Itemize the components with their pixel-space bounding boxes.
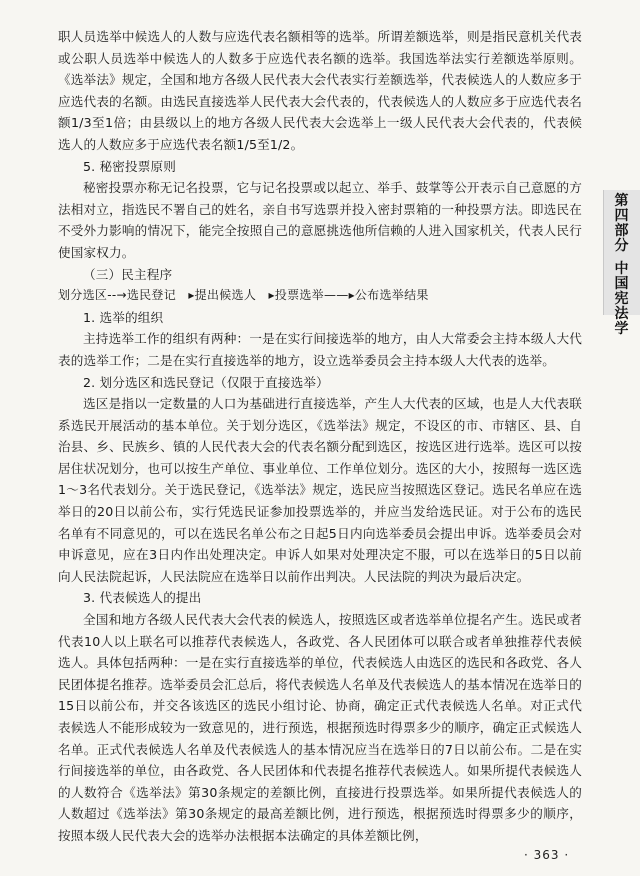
section-tab-title bbox=[603, 254, 640, 337]
heading-secret-ballot: 5. 秘密投票原则 bbox=[83, 158, 176, 174]
paragraph-secret-ballot: 秘密投票亦称无记名投票，它与记名投票或以起立、举手、鼓掌等公开表示自己意愿的方法相对立，指选民不署自己的姓名，亲自书写选票并投入密封票箱的一种投票方法。即选民在不受外力影响的情况下，能完全按照自己的意愿挑选他所信赖的人进入国家机关，代表人民行使国家权力。 bbox=[58, 180, 582, 260]
section-tab-char: 部 bbox=[614, 223, 629, 239]
heading-democratic-procedure: （三）民主程序 bbox=[83, 266, 173, 282]
paragraph-candidate-nomination: 全国和地方各级人民代表大会代表的候选人，按照选区或者选举单位提名产生。选民或者代表10人以上联名可以推荐代表候选人，各政党、各人民团体可以联合或者单独推荐代表候选人。具体包括两种：一是在实行直接选举的单位，代表候选人由选区的选民和各政党、各人民团体提名推荐。选举委员会汇总后，将代表候选人名单及代表候选人的基本情况在选举日的15日以前公布，并交各该选区的选民小组讨论、协商，确定正式代表候选人名单。对正式代表候选人不能形成较为一致意见的，进行预选，根据预选时得票多少的顺序，确定正式候选人名单。正式代表候选人名单及代表候选人的基本情况应当在选举日的7日以前公布。二是在实行间接选举的单位，由各政党、各人民团体和代表提名推荐代表候选人。如果所提代表候选人的人数符合《选举法》第30条规定的差额比例，直接进行投票选举。如果所提代表候选人的人数超过《选举法》第30条规定的最高差额比例，进行预选，根据预选时得票多少的顺序，按照本级人民代表大会的选举办法根据本法确定的具体差额比例， bbox=[58, 612, 582, 843]
section-tab-part bbox=[603, 190, 640, 254]
section-tab-char: 中 bbox=[614, 261, 629, 277]
heading-election-organization: 1. 选举的组织 bbox=[83, 309, 164, 325]
section-tab-char: 第 bbox=[614, 193, 629, 209]
heading-constituency-registration: 2. 划分选区和选民登记（仅限于直接选举） bbox=[83, 374, 329, 390]
heading-candidate-nomination: 3. 代表候选人的提出 bbox=[83, 590, 202, 606]
section-tab-char: 学 bbox=[614, 321, 629, 337]
section-tab-char: 分 bbox=[614, 238, 629, 254]
paragraph-differential-election: 职人员选举中候选人的人数与应选代表名额相等的选举。所谓差额选举，则是指民意机关代表或公职人员选举中候选人的人数多于应选代表名额的选举。我国选举法实行差额选举原则。《选举法》规定，全国和地方各级人民代表大会代表实行差额选举，代表候选人的人数应多于应选代表的名额。由选民直接选举人民代表大会代表的，代表候选人的人数应多于应选代表名额1/3至1倍；由县级以上的地方各级人民代表大会选举上一级人民代表大会代表的，代表候选人的人数应多于应选代表名额1/5至1/2。 bbox=[58, 29, 582, 152]
body-text bbox=[58, 26, 582, 847]
section-tab bbox=[603, 190, 640, 337]
section-tab-char: 国 bbox=[614, 276, 629, 292]
paragraph-constituency-registration: 选区是指以一定数量的人口为基础进行直接选举，产生人大代表的区域，也是人大代表联系选民开展活动的基本单位。关于划分选区，《选举法》规定，不设区的市、市辖区、县、自治县、乡、民族乡、镇的人民代表大会的代表名额分配到选区，按选区进行选举。选区可以按居住状况划分，也可以按生产单位、事业单位、工作单位划分。选区的大小，按照每一选区选1～3名代表划分。关于选民登记，《选举法》规定，选民应当按照选区登记。选民名单应在选举日的20日以前公布，实行凭选民证参加投票选举的，并应当发给选民证。对于公布的选民名单有不同意见的，可以在选民名单公布之日起5日内向选举委员会提出申诉。选举委员会对申诉意见，应在3日内作出处理决定。申诉人如果对处理决定不服，可以在选举日的5日以前向人民法院起诉，人民法院应在选举日以前作出判决。人民法院的判决为最后决定。 bbox=[58, 396, 582, 584]
section-tab-char: 四 bbox=[614, 208, 629, 224]
paragraph-election-organization: 主持选举工作的组织有两种：一是在实行间接选举的地方，由人大常委会主持本级人大代表的选举工作；二是在实行直接选举的地方，设立选举委员会主持本级人大代表的选举。 bbox=[58, 331, 582, 368]
section-tab-char: 宪 bbox=[614, 291, 629, 307]
procedure-flow: 划分选区--→选民登记 ▸提出候选人 ▸投票选举——▸公布选举结果 bbox=[58, 288, 429, 303]
page-number: · 363 · bbox=[524, 848, 570, 862]
section-tab-char: 法 bbox=[614, 306, 629, 322]
